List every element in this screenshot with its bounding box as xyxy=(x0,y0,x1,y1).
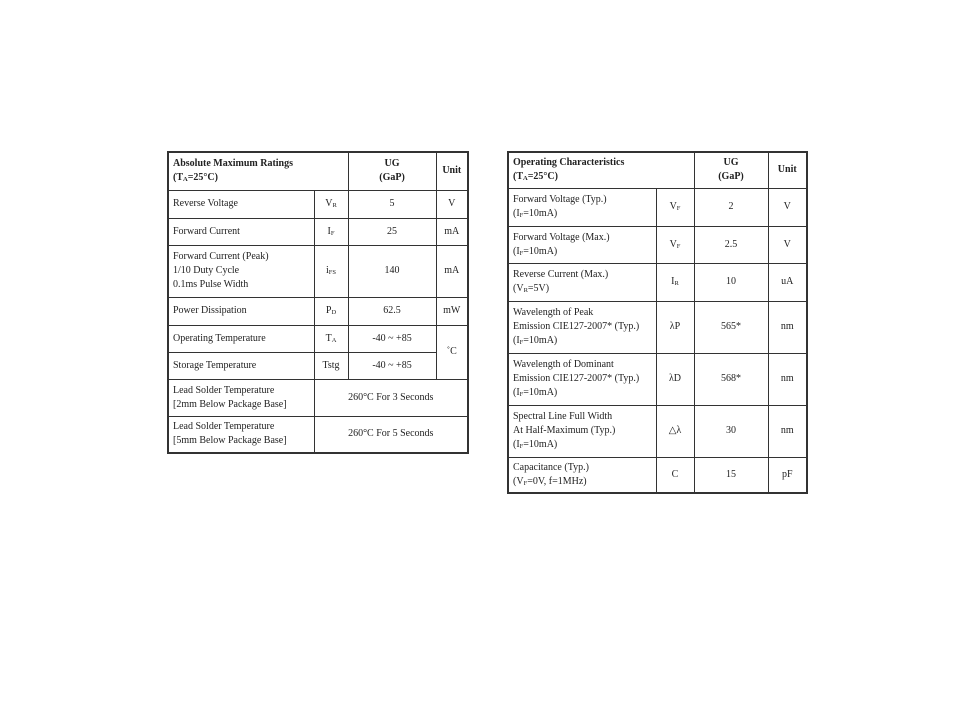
column-header-unit xyxy=(768,152,807,188)
parameter-cell xyxy=(508,188,656,226)
text-segment: 0.1ms Pulse Width xyxy=(173,279,249,290)
value-cell xyxy=(694,405,768,457)
table-row xyxy=(168,416,468,453)
value-cell xyxy=(314,379,468,416)
text-segment: Lead Solder Temperature xyxy=(173,384,275,396)
text-segment: Storage Temperature xyxy=(173,359,257,371)
parameter-cell xyxy=(168,416,314,453)
text-segment: 2 xyxy=(728,201,734,212)
text-segment: Reverse Current (Max.) xyxy=(513,269,609,280)
text-segment: [5mm Below Package Base] xyxy=(173,435,287,447)
text-segment: C xyxy=(671,468,679,480)
text-segment: Emission CIE127-2007* (Typ.) xyxy=(513,373,640,384)
symbol-cell xyxy=(656,457,694,493)
text-segment: Forward Current xyxy=(173,225,240,237)
text-segment: 62.5 xyxy=(383,305,401,316)
subscript: F xyxy=(330,229,335,237)
parameter-cell xyxy=(168,352,314,379)
text-segment: Capacitance (Typ.) xyxy=(513,461,589,473)
value-cell xyxy=(348,218,436,245)
text-segment: At Half-Maximum (Typ.) xyxy=(513,425,616,436)
text-segment: mA xyxy=(444,265,460,276)
table-row xyxy=(168,352,468,379)
column-header-ug xyxy=(348,152,436,190)
parameter-cell xyxy=(508,263,656,301)
value-cell xyxy=(694,188,768,226)
value-cell xyxy=(694,263,768,301)
parameter-cell xyxy=(168,379,314,416)
text-segment: △λ xyxy=(668,425,682,436)
symbol-cell xyxy=(656,188,694,226)
unit-cell xyxy=(768,405,807,457)
table-row xyxy=(168,218,468,245)
text-segment: uA xyxy=(781,276,794,287)
subscript: F xyxy=(519,443,524,450)
value-cell xyxy=(348,352,436,379)
text-segment: i xyxy=(326,265,329,276)
text-segment: Unit xyxy=(442,165,462,177)
text-segment: nm xyxy=(780,373,794,384)
subscript: F xyxy=(519,249,524,257)
text-segment: 25 xyxy=(387,225,398,237)
text-segment: nm xyxy=(780,425,794,436)
text-segment: =10mA) xyxy=(523,208,558,219)
text-segment: T xyxy=(325,332,332,344)
parameter-cell xyxy=(508,301,656,353)
parameter-cell xyxy=(168,245,314,297)
parameter-cell xyxy=(508,457,656,493)
unit-cell xyxy=(436,297,468,325)
table-title xyxy=(508,152,694,188)
value-cell xyxy=(348,297,436,325)
text-segment: =25°C) xyxy=(187,172,218,184)
text-segment: Operating Temperature xyxy=(173,332,266,344)
unit-cell xyxy=(436,325,468,379)
table-row xyxy=(168,245,468,297)
text-segment: (I xyxy=(513,245,520,257)
text-segment: Spectral Line Full Width xyxy=(513,411,613,422)
text-segment: 15 xyxy=(726,468,736,480)
unit-cell xyxy=(768,353,807,405)
table-row xyxy=(508,188,807,226)
text-segment: 5 xyxy=(389,198,395,209)
header-row xyxy=(508,152,807,188)
text-segment: -40 ~ +85 xyxy=(372,332,412,344)
text-segment: Absolute Maximum Ratings xyxy=(173,158,294,170)
text-segment: -40 ~ +85 xyxy=(372,359,412,371)
table-row xyxy=(508,353,807,405)
text-segment: pF xyxy=(781,468,793,480)
subscript: A xyxy=(523,175,528,183)
value-cell xyxy=(348,325,436,352)
text-segment: Emission CIE127-2007* (Typ.) xyxy=(513,321,640,332)
text-segment: 260°C For 5 Seconds xyxy=(348,428,434,440)
text-segment: [2mm Below Package Base] xyxy=(173,398,287,410)
symbol-cell xyxy=(656,353,694,405)
symbol-cell xyxy=(314,190,348,218)
text-segment: λP xyxy=(669,321,681,332)
text-segment: 1/10 Duty Cycle xyxy=(173,265,240,276)
parameter-cell xyxy=(508,405,656,457)
subscript: R xyxy=(523,287,528,294)
text-segment: V xyxy=(448,198,456,209)
operating-characteristics-table xyxy=(507,151,808,494)
subscript: F xyxy=(519,391,524,398)
parameter-cell xyxy=(168,325,314,352)
value-cell xyxy=(694,301,768,353)
text-segment: Lead Solder Temperature xyxy=(173,421,275,433)
subscript: F xyxy=(523,479,528,487)
subscript: F xyxy=(519,339,524,346)
text-segment: Forward Voltage (Typ.) xyxy=(513,194,607,205)
table-row xyxy=(508,226,807,263)
parameter-cell xyxy=(168,218,314,245)
text-segment: Power Dissipation xyxy=(173,305,247,316)
text-segment: =10mA) xyxy=(523,387,558,398)
text-segment: 260°C For 3 Seconds xyxy=(348,391,434,403)
symbol-cell xyxy=(314,352,348,379)
text-segment: (GaP) xyxy=(718,171,744,183)
text-segment: 568* xyxy=(721,373,741,384)
text-segment: V xyxy=(325,198,333,209)
table-row xyxy=(168,297,468,325)
text-segment: Operating Characteristics xyxy=(513,157,625,169)
text-segment: =10mA) xyxy=(523,439,558,450)
text-segment: (T xyxy=(513,171,523,183)
value-cell xyxy=(694,226,768,263)
text-segment: (I xyxy=(513,335,520,346)
text-segment: (I xyxy=(513,439,520,450)
text-segment: V xyxy=(783,238,791,250)
text-segment: Wavelength of Dominant xyxy=(513,359,614,370)
symbol-cell xyxy=(656,301,694,353)
text-segment: 140 xyxy=(384,265,400,276)
table-title xyxy=(168,152,348,190)
text-segment: ˚C xyxy=(446,346,457,357)
symbol-cell xyxy=(314,218,348,245)
unit-cell xyxy=(768,301,807,353)
unit-cell xyxy=(768,226,807,263)
text-segment: P xyxy=(325,305,332,316)
text-segment: Wavelength of Peak xyxy=(513,307,594,318)
absolute-maximum-ratings-table xyxy=(167,151,469,454)
unit-cell xyxy=(436,190,468,218)
text-segment: V xyxy=(783,201,791,212)
parameter-cell xyxy=(508,353,656,405)
value-cell xyxy=(694,353,768,405)
text-segment: mA xyxy=(444,225,460,237)
text-segment: V xyxy=(669,201,677,212)
subscript: A xyxy=(183,176,188,184)
text-segment: (V xyxy=(513,475,524,487)
value-cell xyxy=(348,245,436,297)
parameter-cell xyxy=(168,297,314,325)
subscript: R xyxy=(674,280,679,287)
subscript: F xyxy=(676,242,681,250)
text-segment: Forward Voltage (Max.) xyxy=(513,231,610,243)
symbol-cell xyxy=(314,245,348,297)
symbol-cell xyxy=(656,405,694,457)
unit-cell xyxy=(768,263,807,301)
table-row xyxy=(168,325,468,352)
text-segment: (GaP) xyxy=(379,172,405,184)
text-segment: =0V, f=1MHz) xyxy=(527,475,587,487)
value-cell xyxy=(694,457,768,493)
table-row xyxy=(168,190,468,218)
text-segment: (T xyxy=(173,172,183,184)
symbol-cell xyxy=(656,226,694,263)
text-segment: UG xyxy=(723,157,739,169)
text-segment: =10mA) xyxy=(523,245,558,257)
parameter-cell xyxy=(168,190,314,218)
subscript: D xyxy=(331,309,337,316)
text-segment: mW xyxy=(443,305,461,316)
text-segment: 10 xyxy=(726,276,736,287)
value-cell xyxy=(314,416,468,453)
symbol-cell xyxy=(656,263,694,301)
table-row xyxy=(508,405,807,457)
text-segment: (I xyxy=(513,387,520,398)
text-segment: (I xyxy=(513,208,520,219)
text-segment: 2.5 xyxy=(724,238,738,250)
parameter-cell xyxy=(508,226,656,263)
text-segment: Reverse Voltage xyxy=(173,198,238,209)
text-segment: =10mA) xyxy=(523,335,558,346)
column-header-unit xyxy=(436,152,468,190)
value-cell xyxy=(348,190,436,218)
column-header-ug xyxy=(694,152,768,188)
unit-cell xyxy=(768,457,807,493)
text-segment: =5V) xyxy=(527,283,550,294)
unit-cell xyxy=(768,188,807,226)
subscript: F xyxy=(676,205,681,212)
text-segment: nm xyxy=(780,321,794,332)
text-segment: =25°C) xyxy=(527,171,558,183)
text-segment: 565* xyxy=(721,321,741,332)
text-segment: Forward Current (Peak) xyxy=(173,251,269,262)
text-segment: V xyxy=(669,238,677,250)
symbol-cell xyxy=(314,325,348,352)
text-segment: Tstg xyxy=(322,359,340,371)
subscript: FS xyxy=(328,269,337,276)
table-row xyxy=(168,379,468,416)
table-row xyxy=(508,263,807,301)
subscript: A xyxy=(331,336,337,344)
text-segment: (V xyxy=(513,283,524,294)
header-row xyxy=(168,152,468,190)
table-row xyxy=(508,457,807,493)
text-segment: Unit xyxy=(777,164,797,176)
unit-cell xyxy=(436,218,468,245)
symbol-cell xyxy=(314,297,348,325)
text-segment: UG xyxy=(384,158,400,170)
unit-cell xyxy=(436,245,468,297)
subscript: F xyxy=(519,212,524,219)
text-segment: I xyxy=(327,225,331,237)
text-segment: I xyxy=(671,276,675,287)
subscript: R xyxy=(332,202,337,209)
text-segment: 30 xyxy=(726,425,736,436)
text-segment: λD xyxy=(668,373,682,384)
table-row xyxy=(508,301,807,353)
